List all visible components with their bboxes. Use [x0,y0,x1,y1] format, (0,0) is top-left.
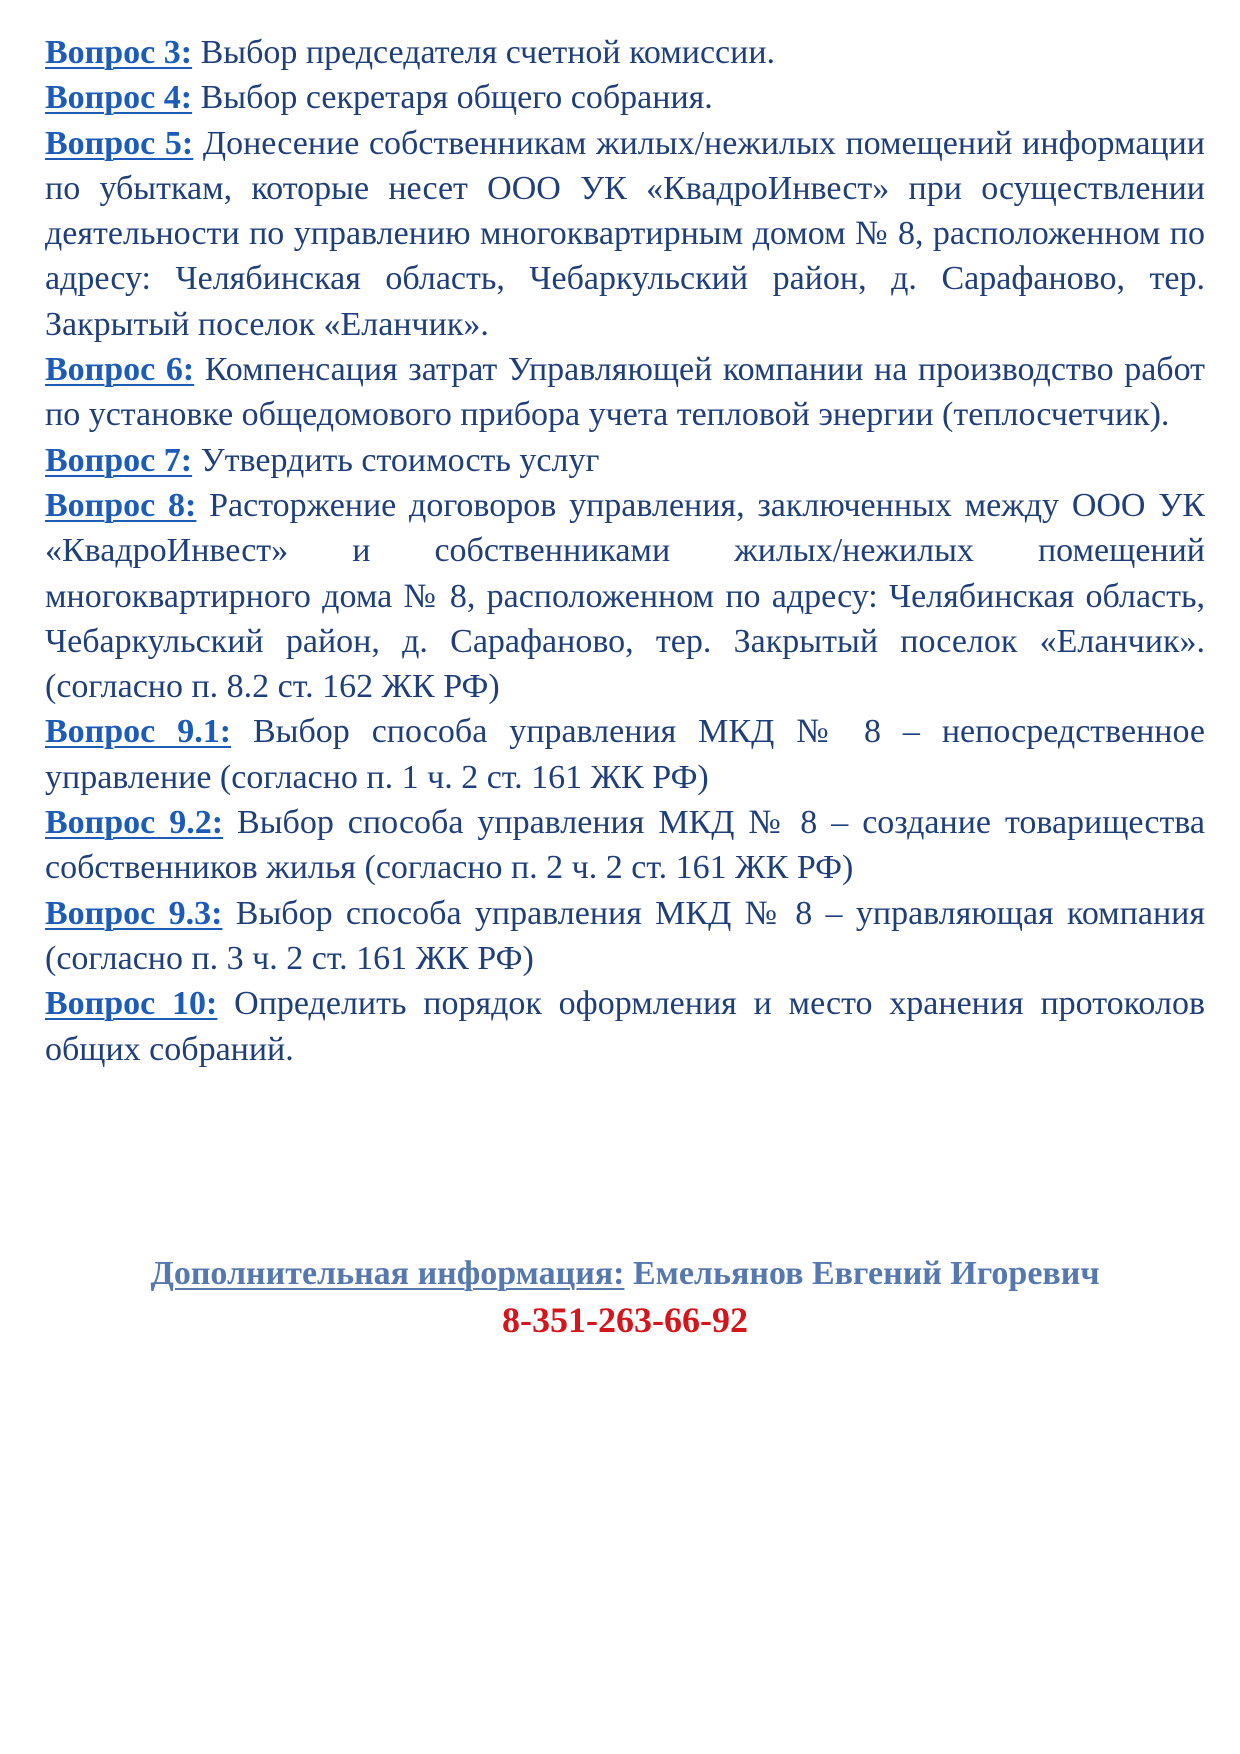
question-4 [45,75,1205,120]
question-text: Утвердить стоимость услуг [192,441,600,479]
question-5 [45,121,1205,347]
contact-line [45,1250,1205,1297]
contact-info [45,1250,1205,1344]
question-text: Выбор секретаря общего собрания. [192,79,713,117]
question-label: Вопрос 10: [45,985,218,1023]
question-9-3 [45,891,1205,982]
question-label: Вопрос 9.3: [45,894,223,932]
question-label: Вопрос 7: [45,441,193,479]
contact-name: Емельянов Евгений Игоревич [624,1255,1100,1292]
question-label: Вопрос 9.1: [45,713,232,751]
question-3 [45,30,1205,75]
question-label: Вопрос 6: [45,351,195,389]
question-10 [45,981,1205,1072]
question-text: Донесение собственникам жилых/нежилых помещений информации по убыткам, которые несет ООО УК «КвадроИнвест» при осуществлении деятельности по управлению многоквартирным домом № 8, расположенном по адресу: Челябинская область, Чебаркульский район, д. Сарафаново, тер. Закрытый поселок «Еланчик». [45,124,1205,343]
question-text: Выбор способа управления МКД № 8 – создание товарищества собственников жилья (согласно п. 2 ч. 2 ст. 161 ЖК РФ) [45,804,1206,887]
question-text: Выбор способа управления МКД № 8 – непосредственное управление (согласно п. 1 ч. 2 ст. 161 ЖК РФ) [45,713,1206,796]
question-text: Выбор способа управления МКД № 8 – управляющая компания (согласно п. 3 ч. 2 ст. 161 ЖК РФ) [45,894,1205,977]
question-label: Вопрос 4: [45,79,193,117]
question-label: Вопрос 3: [45,34,193,71]
question-label: Вопрос 8: [45,486,197,524]
question-label: Вопрос 9.2: [45,804,224,842]
agenda-questions [45,30,1205,1072]
question-text: Расторжение договоров управления, заключенных между ООО УК «КвадроИнвест» и собственниками жилых/нежилых помещений многоквартирного дома № 8, расположенном по адресу: Челябинская область, Чебаркульский район, д. Сарафаново, тер. Закрытый поселок «Еланчик». (согласно п. 8.2 ст. 162 ЖК РФ) [45,486,1206,706]
question-6 [45,347,1205,438]
question-7 [45,438,1205,483]
question-text: Выбор председателя счетной комиссии. [192,34,776,71]
question-text: Определить порядок оформления и место хранения протоколов общих собраний. [45,985,1205,1068]
question-9-2 [45,800,1205,891]
question-text: Компенсация затрат Управляющей компании на производство работ по установке общедомового прибора учета тепловой энергии (теплосчетчик). [45,351,1205,434]
question-9-1 [45,709,1205,800]
question-8 [45,483,1205,709]
question-label: Вопрос 5: [45,124,194,162]
contact-phone: 8-351-263-66-92 [502,1300,748,1340]
contact-label: Дополнительная информация: [150,1255,625,1292]
